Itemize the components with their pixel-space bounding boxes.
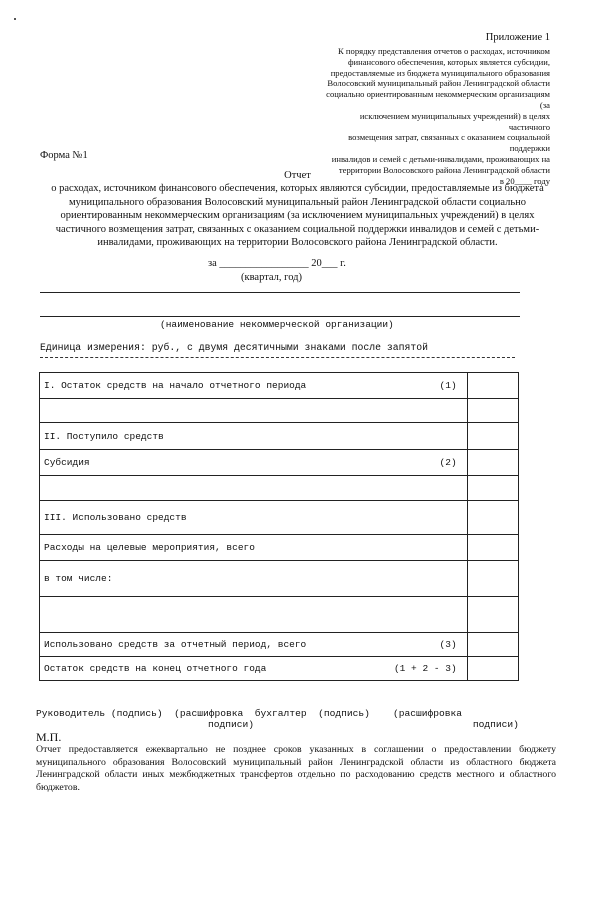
- value-cell[interactable]: [467, 633, 518, 657]
- report-title: Отчет: [284, 170, 311, 181]
- table-row: [40, 597, 519, 633]
- table-row: [40, 633, 519, 657]
- appendix-line: предоставляемые из бюджета муниципального образования: [330, 67, 550, 78]
- report-subtitle-line: инвалидами, проживающих на территории Волосовского района Ленинградской области.: [97, 237, 498, 249]
- row-label: II. Поступило средств: [44, 430, 164, 442]
- row-label: Остаток средств на конец отчетного года: [44, 663, 267, 674]
- value-cell[interactable]: [467, 535, 518, 561]
- scan-mark: [14, 18, 16, 20]
- appendix-line: социально ориентированным некоммерческим организациям (за: [326, 89, 550, 110]
- table-row: [40, 373, 519, 399]
- row-label: Расходы на целевые мероприятия, всего: [44, 542, 255, 553]
- row-label: Субсидия: [44, 457, 90, 468]
- table-row: [40, 657, 519, 681]
- units-line: Единица измерения: руб., с двумя десятичными знаками после запятой: [40, 342, 429, 353]
- form-number: Форма №1: [40, 150, 88, 161]
- row-label: Использовано средств за отчетный период, всего: [44, 639, 307, 650]
- table-row: [40, 501, 519, 535]
- org-name-line-1[interactable]: [40, 292, 520, 293]
- appendix-year: в 20____ году: [499, 175, 550, 186]
- signature-block: [36, 708, 561, 730]
- org-caption: (наименование некоммерческой организации): [160, 319, 394, 330]
- table-row: [40, 476, 519, 501]
- row-code: (1): [439, 380, 457, 391]
- stamp-place: М.П.: [36, 730, 62, 744]
- value-cell[interactable]: [467, 423, 518, 450]
- table-row: [40, 399, 519, 423]
- signature-labels: Руководитель (подпись) (расшифровка бухгалтер (подпись) (расшифровка: [36, 708, 463, 719]
- value-cell[interactable]: [467, 399, 518, 423]
- appendix-line: возмещения затрат, связанных с оказанием социальной поддержки: [348, 132, 550, 154]
- units-divider: [40, 357, 515, 358]
- appendix-line: финансового обеспечения, которых является субсидии,: [347, 56, 550, 67]
- period-field[interactable]: за _________________ 20___ г.: [208, 258, 346, 269]
- row-code: (2): [439, 457, 457, 468]
- value-cell[interactable]: [467, 561, 518, 597]
- value-cell[interactable]: [467, 450, 518, 476]
- appendix-line: инвалидов и семей с детьми-инвалидами, проживающих на: [331, 153, 550, 164]
- appendix-header: [318, 32, 550, 186]
- table-row: [40, 450, 519, 476]
- appendix-line: Волосовский муниципальный район Ленинградской области: [327, 78, 550, 89]
- value-cell[interactable]: [467, 501, 518, 535]
- appendix-title: Приложение 1: [485, 32, 550, 43]
- footer-note: Отчет предоставляется ежеквартально не позднее сроков указанных в соглашении о предоставлении бюджету муниципального образования Волосовский муниципальный район Ленинградской области из областного бюджета Ленинградской области иных межбюджетных трансфертов отдельно по расходованию средств местного и областного бюджетов.: [36, 744, 556, 793]
- report-subtitle-line: частичного возмещения затрат, связанных с оказанием социальной поддержки инвалидов и семей с детьми-: [55, 223, 540, 235]
- appendix-line: исключением муниципальных учреждений) в целях частичного: [359, 110, 550, 132]
- value-cell[interactable]: [467, 476, 518, 501]
- report-subtitle: [30, 182, 565, 249]
- appendix-line: К порядку представления отчетов о расходах, источником: [338, 46, 550, 56]
- value-cell[interactable]: [467, 373, 518, 399]
- report-subtitle-line: ориентированным некоммерческим организациям (за исключением муниципальных учреждений) в целях: [60, 210, 535, 222]
- row-label: III. Использовано средств: [44, 512, 187, 523]
- report-heading: [30, 169, 565, 249]
- table-row: [40, 535, 519, 561]
- appendix-line: территории Волосовского района Ленинградской области: [338, 164, 550, 175]
- value-cell[interactable]: [467, 597, 518, 633]
- row-label: в том числе:: [44, 573, 113, 584]
- table-row: [40, 423, 519, 450]
- value-cell[interactable]: [467, 657, 518, 681]
- row-code: (1 + 2 - 3): [393, 663, 457, 674]
- period-caption: (квартал, год): [241, 272, 302, 283]
- report-subtitle-line: муниципального образования Волосовский муниципальный район Ленинградской области социально: [69, 196, 526, 208]
- table-row: [40, 561, 519, 597]
- report-subtitle-line: о расходах, источником финансового обеспечения, которых являются субсидии, предоставляемые из бюджета: [51, 183, 544, 195]
- row-code: (3): [439, 639, 457, 650]
- org-name-line-2[interactable]: [40, 316, 520, 317]
- signature-sublabels: подписи) подписи): [208, 719, 519, 730]
- report-table: [39, 372, 519, 681]
- row-label: I. Остаток средств на начало отчетного периода: [44, 380, 307, 391]
